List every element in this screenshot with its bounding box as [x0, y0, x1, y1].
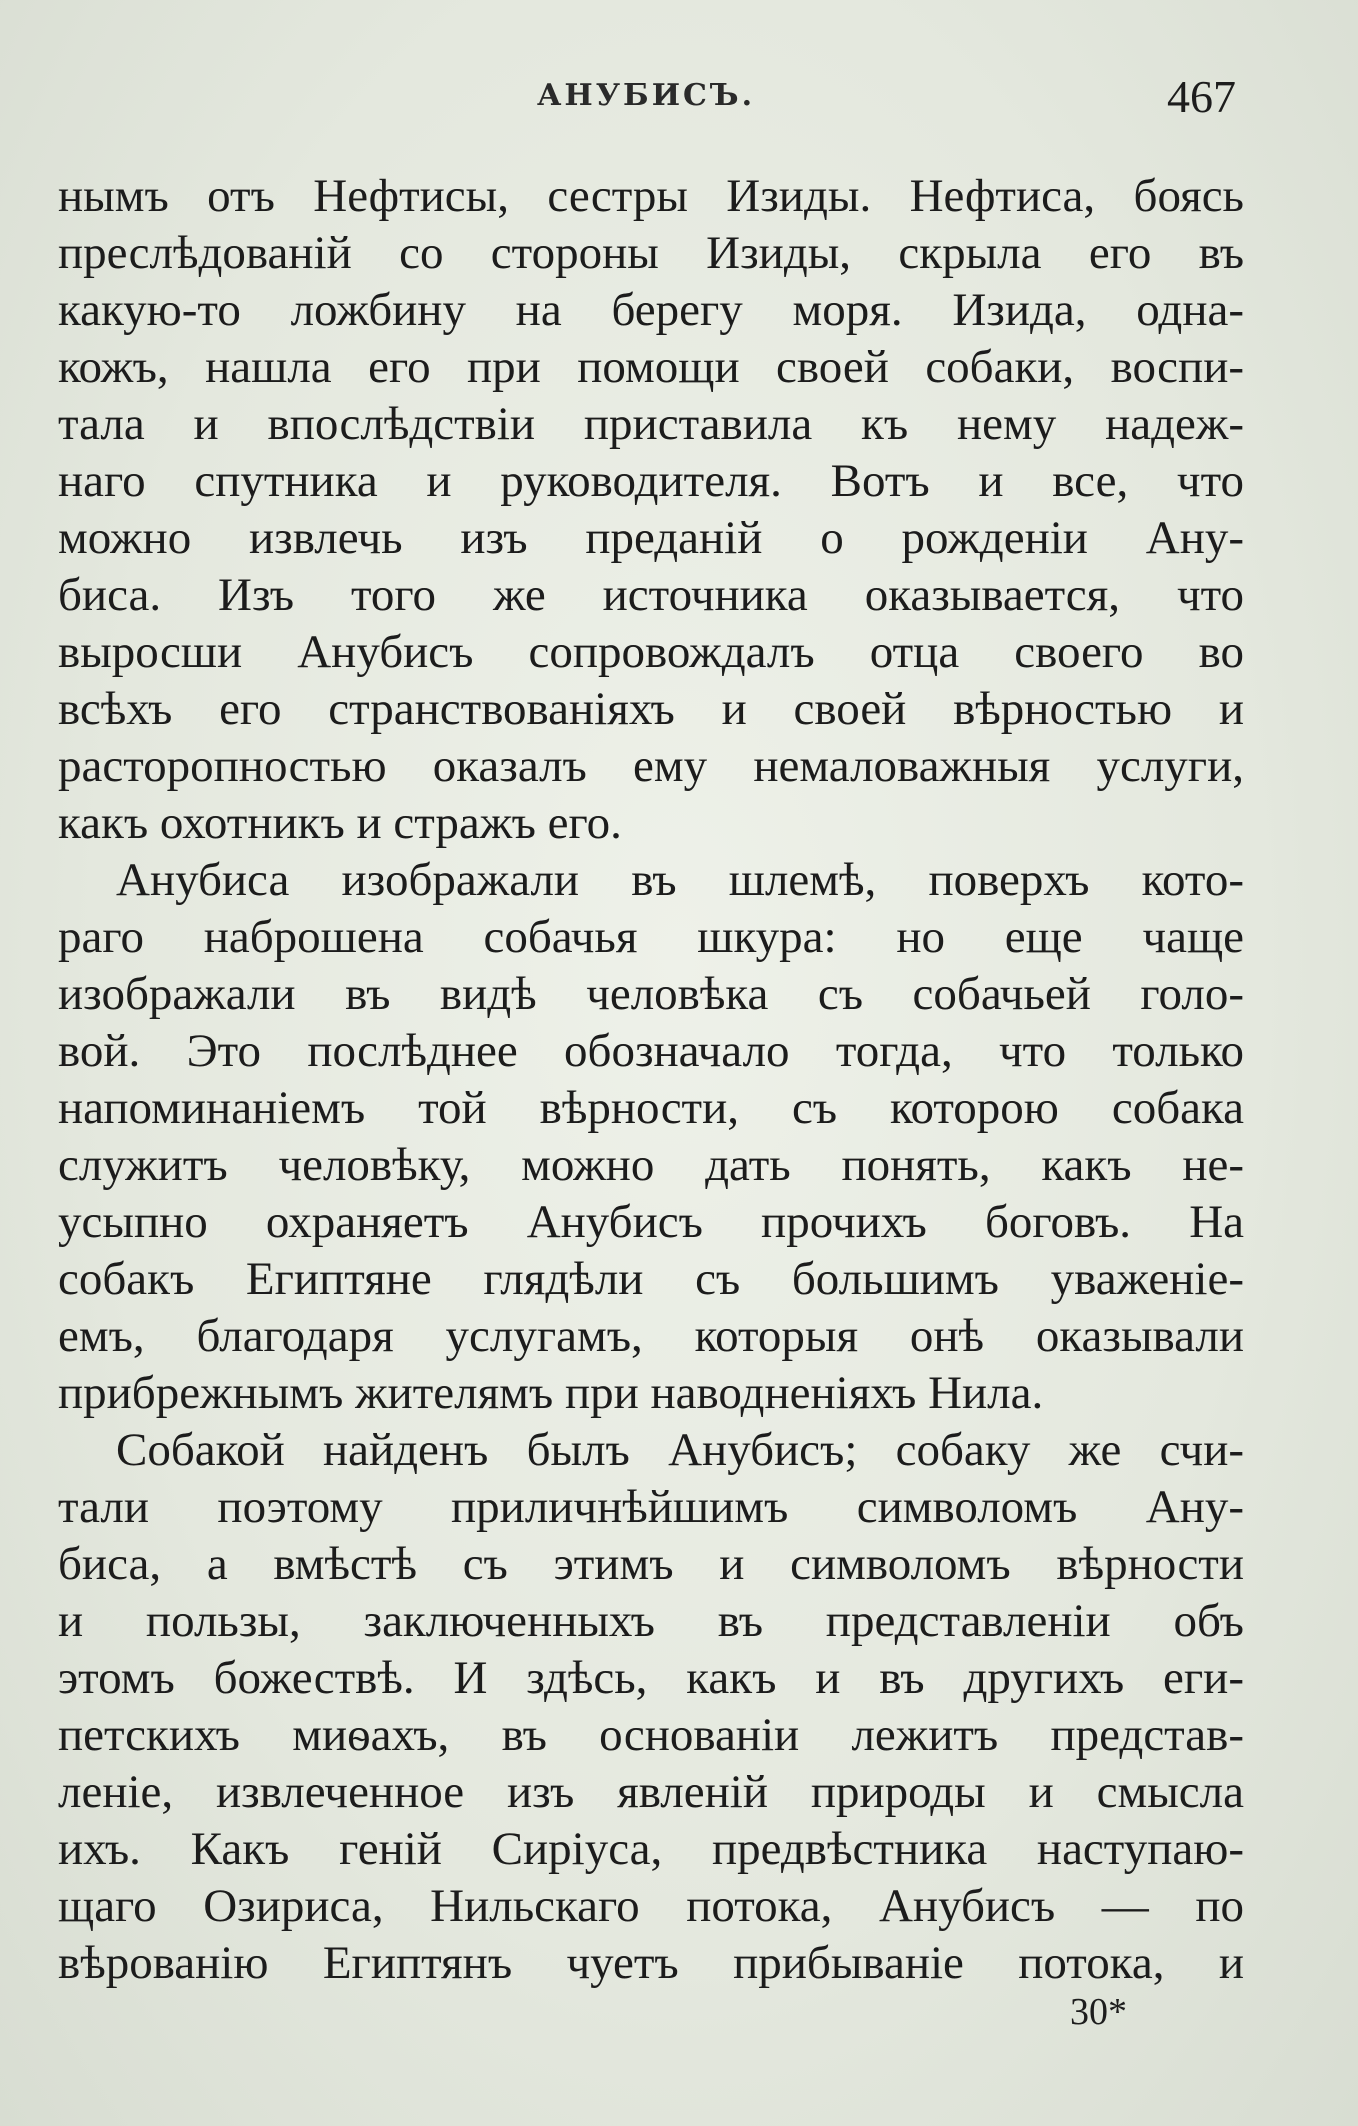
signature-mark: 30* — [1070, 1991, 1127, 2033]
text-line: этомъ божествѣ. И здѣсь, какъ и въ другихъ еги- — [58, 1652, 1244, 1704]
text-line: какъ охотникъ и стражъ его. — [58, 797, 622, 849]
text-line: ихъ. Какъ геній Сиріуса, предвѣстника наступаю- — [58, 1823, 1244, 1875]
text-line: наго спутника и руководителя. Вотъ и все, что — [58, 455, 1244, 507]
text-line: биса, а вмѣстѣ съ этимъ и символомъ вѣрности — [58, 1538, 1244, 1590]
body-text — [58, 168, 1244, 1992]
text-line: выросши Анубисъ сопровождалъ отца своего во — [58, 626, 1244, 678]
text-line: какую-то ложбину на берегу моря. Изида, одна- — [58, 284, 1244, 336]
text-line: петскихъ миѳахъ, въ основаніи лежитъ представ- — [58, 1709, 1244, 1761]
text-line: служитъ человѣку, можно дать понять, какъ не- — [58, 1139, 1244, 1191]
page-number: 467 — [1167, 71, 1236, 122]
text-line: тали поэтому приличнѣйшимъ символомъ Ану- — [58, 1481, 1244, 1533]
text-line: вѣрованію Египтянъ чуетъ прибываніе потока, и — [58, 1937, 1244, 1989]
text-line: всѣхъ его странствованіяхъ и своей вѣрностью и — [58, 683, 1244, 735]
text-line: щаго Озириса, Нильскаго потока, Анубисъ — по — [58, 1880, 1244, 1932]
text-line: тала и впослѣдствіи приставила къ нему надеж- — [58, 398, 1244, 450]
text-line: прибрежнымъ жителямъ при наводненіяхъ Нила. — [58, 1367, 1044, 1419]
text-line: Собакой найденъ былъ Анубисъ; собаку же счи- — [116, 1424, 1244, 1476]
text-line: и пользы, заключенныхъ въ представленіи объ — [58, 1595, 1244, 1647]
page-header — [56, 70, 1236, 130]
text-line: напоминаніемъ той вѣрности, съ которою собака — [58, 1082, 1244, 1134]
text-line: вой. Это послѣднее обозначало тогда, что только — [58, 1025, 1244, 1077]
text-line: усыпно охраняетъ Анубисъ прочихъ боговъ. На — [58, 1196, 1244, 1248]
text-line: биса. Изъ того же источника оказывается, что — [58, 569, 1244, 621]
text-line: кожъ, нашла его при помощи своей собаки, воспи- — [58, 341, 1244, 393]
text-line: леніе, извлеченное изъ явленій природы и смысла — [58, 1766, 1244, 1818]
text-line: собакъ Египтяне глядѣли съ большимъ уваженiе- — [58, 1253, 1244, 1305]
text-line: можно извлечь изъ преданій о рожденіи Ану- — [58, 512, 1244, 564]
text-line: Анубиса изображали въ шлемѣ, поверхъ кото- — [116, 854, 1244, 906]
text-line: расторопностью оказалъ ему немаловажныя услуги, — [58, 740, 1244, 792]
text-line: емъ, благодаря услугамъ, которыя онѣ оказывали — [58, 1310, 1244, 1362]
text-line: раго наброшена собачья шкура: но еще чаще — [58, 911, 1244, 963]
running-head: АНУБИСЪ. — [536, 78, 756, 113]
text-line: изображали въ видѣ человѣка съ собачьей голо- — [58, 968, 1244, 1020]
text-line: нымъ отъ Нефтисы, сестры Изиды. Нефтиса, боясь — [58, 170, 1244, 222]
text-line: преслѣдованій со стороны Изиды, скрыла его въ — [58, 227, 1244, 279]
